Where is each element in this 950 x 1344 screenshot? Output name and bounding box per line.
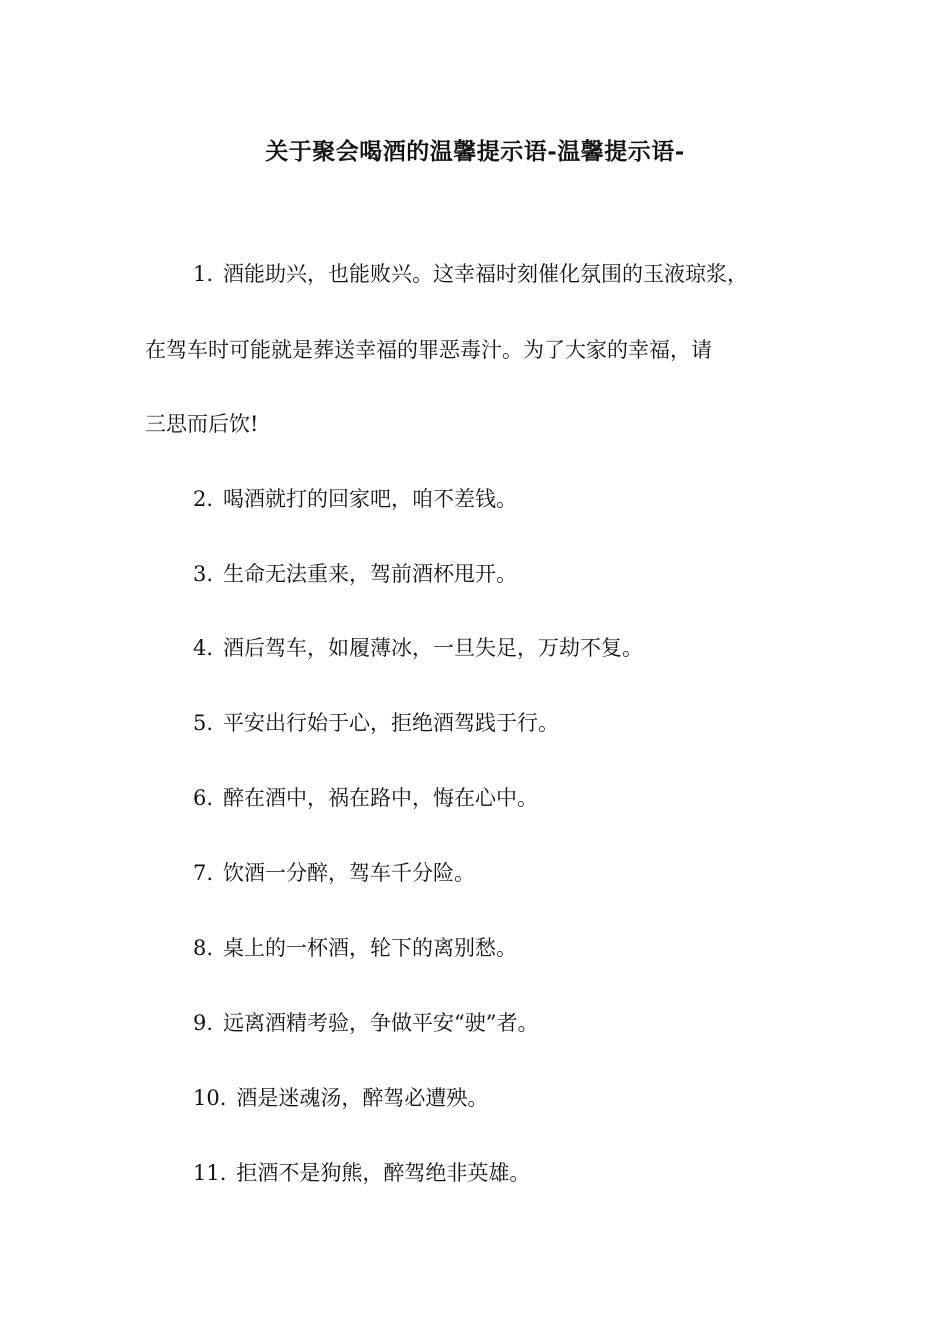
item-text: 醉在酒中，祸在路中，悔在心中。 — [223, 786, 539, 810]
list-item-6 — [145, 780, 835, 816]
item-text: 桌上的一杯酒，轮下的离别愁。 — [223, 936, 518, 960]
list-item-1-continuation: 三思而后饮! — [145, 412, 259, 436]
item-text: 生命无法重来，驾前酒杯甩开。 — [223, 562, 518, 586]
list-item-1-continuation: 在驾车时可能就是葬送幸福的罪恶毒汁。为了大家的幸福，请 — [145, 338, 712, 362]
item-number: 6. — [193, 786, 214, 810]
item-text: 饮酒一分醉，驾车千分险。 — [223, 861, 476, 885]
item-number: 3. — [193, 562, 214, 586]
item-number: 5. — [193, 711, 214, 735]
item-number: 9. — [193, 1011, 214, 1035]
item-number: 10. — [193, 1086, 227, 1110]
item-text: 远离酒精考验，争做平安“驶”者。 — [223, 1011, 539, 1035]
list-item-10 — [145, 1080, 835, 1116]
list-item-4 — [145, 630, 835, 666]
list-item-2 — [145, 481, 835, 517]
item-text: 喝酒就打的回家吧，咱不差钱。 — [223, 487, 518, 511]
item-number: 4. — [193, 636, 214, 660]
list-item-7 — [145, 855, 835, 891]
list-item-1 — [145, 256, 835, 292]
item-number: 1. — [193, 262, 214, 286]
item-text: 拒酒不是狗熊，醉驾绝非英雄。 — [236, 1161, 531, 1185]
item-text: 酒能助兴，也能败兴。这幸福时刻催化氛围的玉液琼浆， — [223, 262, 749, 286]
list-item-9 — [145, 1005, 835, 1041]
item-number: 8. — [193, 936, 214, 960]
item-number: 2. — [193, 487, 214, 511]
item-text: 酒是迷魂汤，醉驾必遭殃。 — [236, 1086, 489, 1110]
item-text: 平安出行始于心，拒绝酒驾践于行。 — [223, 711, 560, 735]
document-title: 关于聚会喝酒的温馨提示语-温馨提示语- — [265, 138, 685, 165]
item-number: 7. — [193, 861, 214, 885]
item-number: 11. — [193, 1161, 227, 1185]
list-item-11 — [145, 1155, 835, 1191]
list-item-3 — [145, 556, 835, 592]
item-text: 酒后驾车，如履薄冰，一旦失足，万劫不复。 — [223, 636, 644, 660]
list-item-5 — [145, 705, 835, 741]
list-item-8 — [145, 930, 835, 966]
